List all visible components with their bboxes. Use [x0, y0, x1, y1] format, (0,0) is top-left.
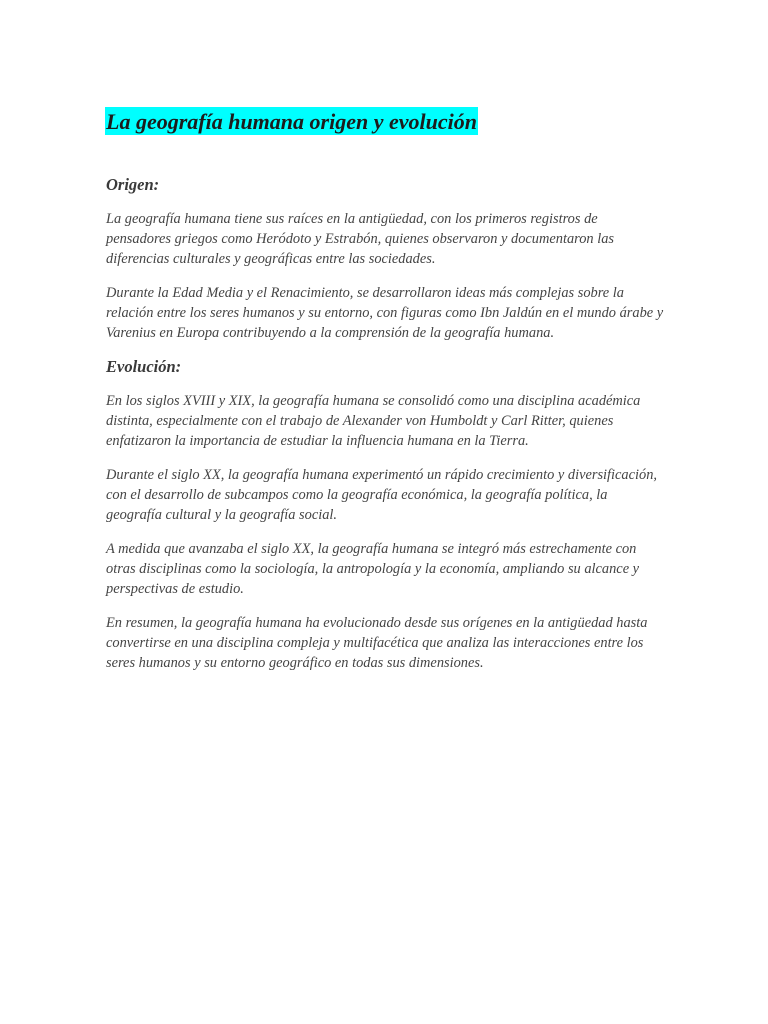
section-heading-evolucion: Evolución: — [106, 357, 182, 376]
paragraph-origen-1: La geografía humana tiene sus raíces en la antigüedad, con los primeros registros de pensadores griegos como Heródoto y Estrabón, quienes observaron y documentaron las diferencias culturales y geográficas entre las sociedades. — [106, 211, 615, 267]
paragraph-evolucion-3: A medida que avanzaba el siglo XX, la geografía humana se integró más estrechamente con otras disciplinas como la sociología, la antropología y la economía, ampliando su alcance y perspectivas de estudio. — [106, 541, 640, 597]
section-evolucion — [106, 356, 666, 673]
section-heading-origen: Origen: — [106, 175, 160, 194]
paragraph-origen-2: Durante la Edad Media y el Renacimiento, se desarrollaron ideas más complejas sobre la relación entre los seres humanos y su entorno, con figuras como Ibn Jaldún en el mundo árabe y Varenius en Europa contribuyendo a la comprensión de la geografía humana. — [106, 285, 664, 341]
section-origen — [106, 174, 666, 343]
document-title: La geografía humana origen y evolución — [106, 109, 477, 134]
document-page — [106, 107, 666, 673]
paragraph-evolucion-4: En resumen, la geografía humana ha evolucionado desde sus orígenes en la antigüedad hasta convertirse en una disciplina compleja y multifacética que analiza las interacciones entre los seres humanos y su entorno geográfico en todas sus dimensiones. — [106, 615, 648, 671]
paragraph-evolucion-2: Durante el siglo XX, la geografía humana experimentó un rápido crecimiento y diversificación, con el desarrollo de subcampos como la geografía económica, la geografía política, la geografía cultural y la geografía social. — [106, 467, 658, 523]
paragraph-evolucion-1: En los siglos XVIII y XIX, la geografía humana se consolidó como una disciplina académica distinta, especialmente con el trabajo de Alexander von Humboldt y Carl Ritter, quienes enfatizaron la importancia de estudiar la influencia humana en la Tierra. — [106, 393, 641, 449]
